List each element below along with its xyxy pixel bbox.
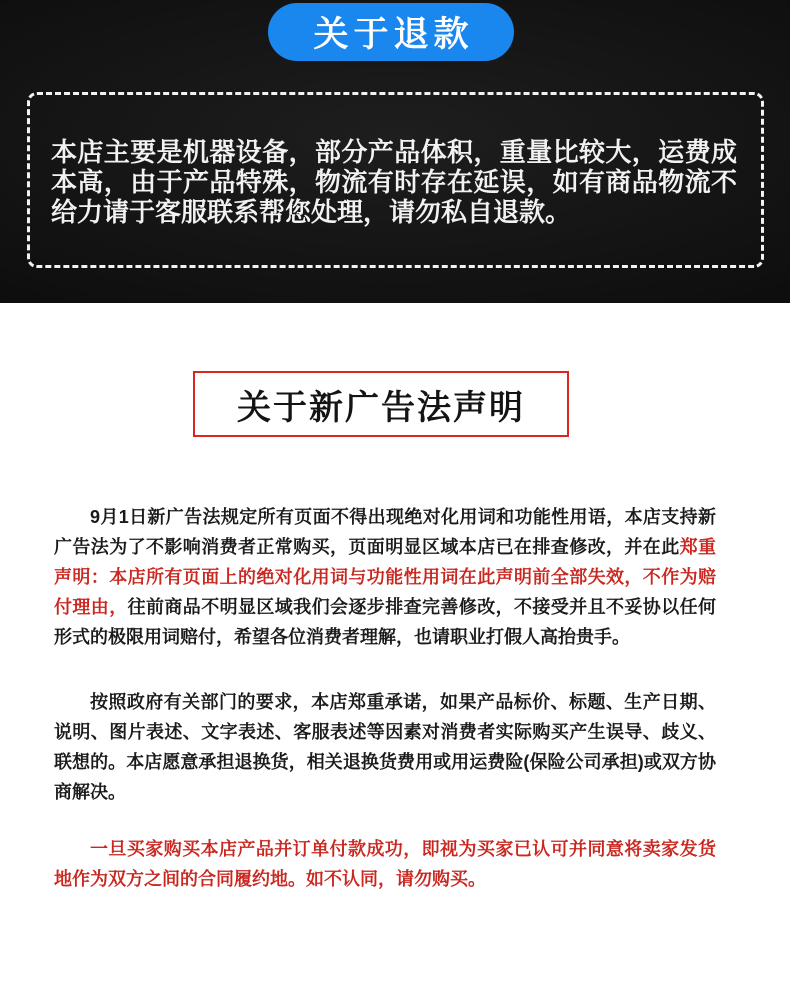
refund-notice-box: 本店主要是机器设备，部分产品体积，重量比较大，运费成本高，由于产品特殊，物流有时存在延误，如有商品物流不给力请于客服联系帮您处理，请勿私自退款。 <box>27 92 764 268</box>
law-statement-title-box: 关于新广告法声明 <box>193 371 569 437</box>
law-paragraph-1 <box>54 502 716 652</box>
refund-section <box>0 0 790 303</box>
law-statement-body <box>54 502 716 894</box>
refund-title-badge: 关于退款 <box>268 3 514 61</box>
law-paragraph-2: 按照政府有关部门的要求，本店郑重承诺，如果产品标价、标题、生产日期、说明、图片表述、文字表述、客服表述等因素对消费者实际购买产生误导、歧义、联想的。本店愿意承担退换货，相关退换货费用或用运费险(保险公司承担)或双方协商解决。 <box>54 692 716 802</box>
law-paragraph-1-red-declaration: 郑重声明：本店所有页面上的绝对化用词与功能性用词在此声明前全部失效，不作为赔付理由， <box>54 537 717 617</box>
law-paragraph-1-tail: 往前商品不明显区域我们会逐步排查完善修改，不接受并且不妥协以任何形式的极限用词赔付，希望各位消费者理解，也请职业打假人高抬贵手。 <box>54 597 717 647</box>
law-paragraph-3-purchase-agreement: 一旦买家购买本店产品并订单付款成功，即视为买家已认可并同意将卖家发货地作为双方之间的合同履约地。如不认同，请勿购买。 <box>54 839 716 889</box>
law-paragraph-1-lead: 9月1日新广告法规定所有页面不得出现绝对化用词和功能性用语，本店支持新广告法为了不影响消费者正常购买，页面明显区域本店已在排查修改，并在此 <box>54 507 716 557</box>
